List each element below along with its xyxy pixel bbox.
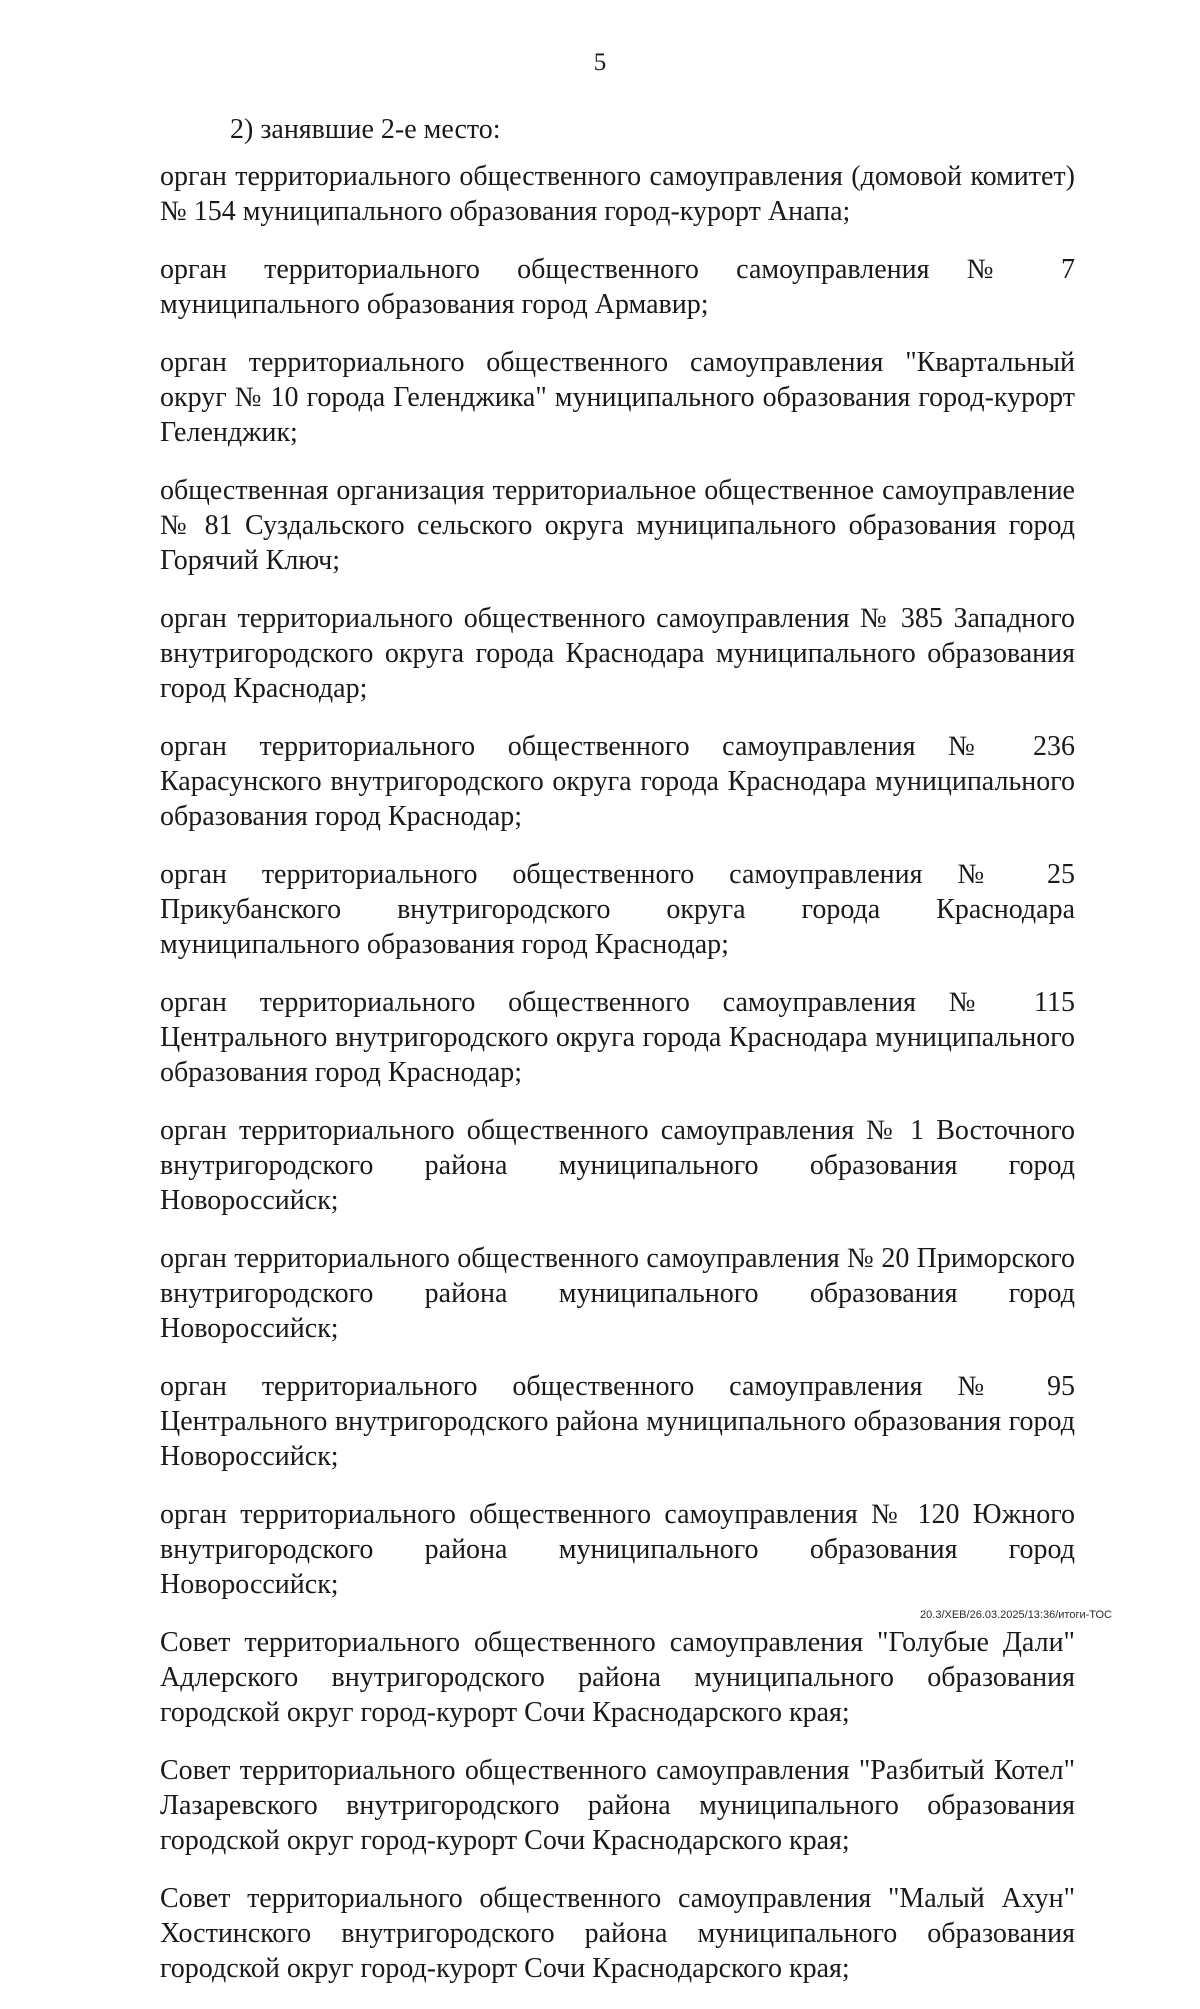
list-heading: 2) занявшие 2-е место: xyxy=(230,114,501,145)
document-body xyxy=(160,112,1075,2009)
document-footer-code: 20.3/ХЕВ/26.03.2025/13:36/итоги-ТОС xyxy=(920,1609,1112,1621)
list-item: орган территориального общественного самоуправления № 120 Южного внутригородского района муниципального образования город Новороссийск; xyxy=(160,1499,1075,1600)
list-item: орган территориального общественного самоуправления № 115 Центрального внутригородского округа города Краснодара муниципального образования город Краснодар; xyxy=(160,987,1075,1088)
list-item: орган территориального общественного самоуправления "Квартальный округ № 10 города Геленджика" муниципального образования город-курорт Геленджик; xyxy=(160,347,1075,448)
list-item: орган территориального общественного самоуправления № 7 муниципального образования город Армавир; xyxy=(160,254,1075,320)
list-item: Совет территориального общественного самоуправления "Разбитый Котел" Лазаревского внутригородского района муниципального образования городской округ город-курорт Сочи Краснодарского края; xyxy=(160,1755,1075,1856)
list-item: орган территориального общественного самоуправления № 385 Западного внутригородского округа города Краснодара муниципального образования город Краснодар; xyxy=(160,603,1075,704)
list-item: орган территориального общественного самоуправления № 236 Карасунского внутригородского округа города Краснодара муниципального образования город Краснодар; xyxy=(160,731,1075,832)
list-item: орган территориального общественного самоуправления № 25 Прикубанского внутригородского округа города Краснодара муниципального образования город Краснодар; xyxy=(160,859,1075,960)
list-item: орган территориального общественного самоуправления № 20 Приморского внутригородского района муниципального образования город Новороссийск; xyxy=(160,1243,1075,1344)
list-item: Совет территориального общественного самоуправления "Малый Ахун" Хостинского внутригородского района муниципального образования городской округ город-курорт Сочи Краснодарского края; xyxy=(160,1883,1075,1984)
list-item: орган территориального общественного самоуправления № 1 Восточного внутригородского района муниципального образования город Новороссийск; xyxy=(160,1115,1075,1216)
list-item: орган территориального общественного самоуправления № 95 Центрального внутригородского района муниципального образования город Новороссийск; xyxy=(160,1371,1075,1472)
list-item: Совет территориального общественного самоуправления "Голубые Дали" Адлерского внутригородского района муниципального образования городской округ город-курорт Сочи Краснодарского края; xyxy=(160,1627,1075,1728)
list-item: орган территориального общественного самоуправления (домовой комитет) № 154 муниципального образования город-курорт Анапа; xyxy=(160,161,1075,227)
list-item: общественная организация территориальное общественное самоуправление № 81 Суздальского сельского округа муниципального образования город Горячий Ключ; xyxy=(160,475,1075,576)
page-number: 5 xyxy=(593,49,607,76)
